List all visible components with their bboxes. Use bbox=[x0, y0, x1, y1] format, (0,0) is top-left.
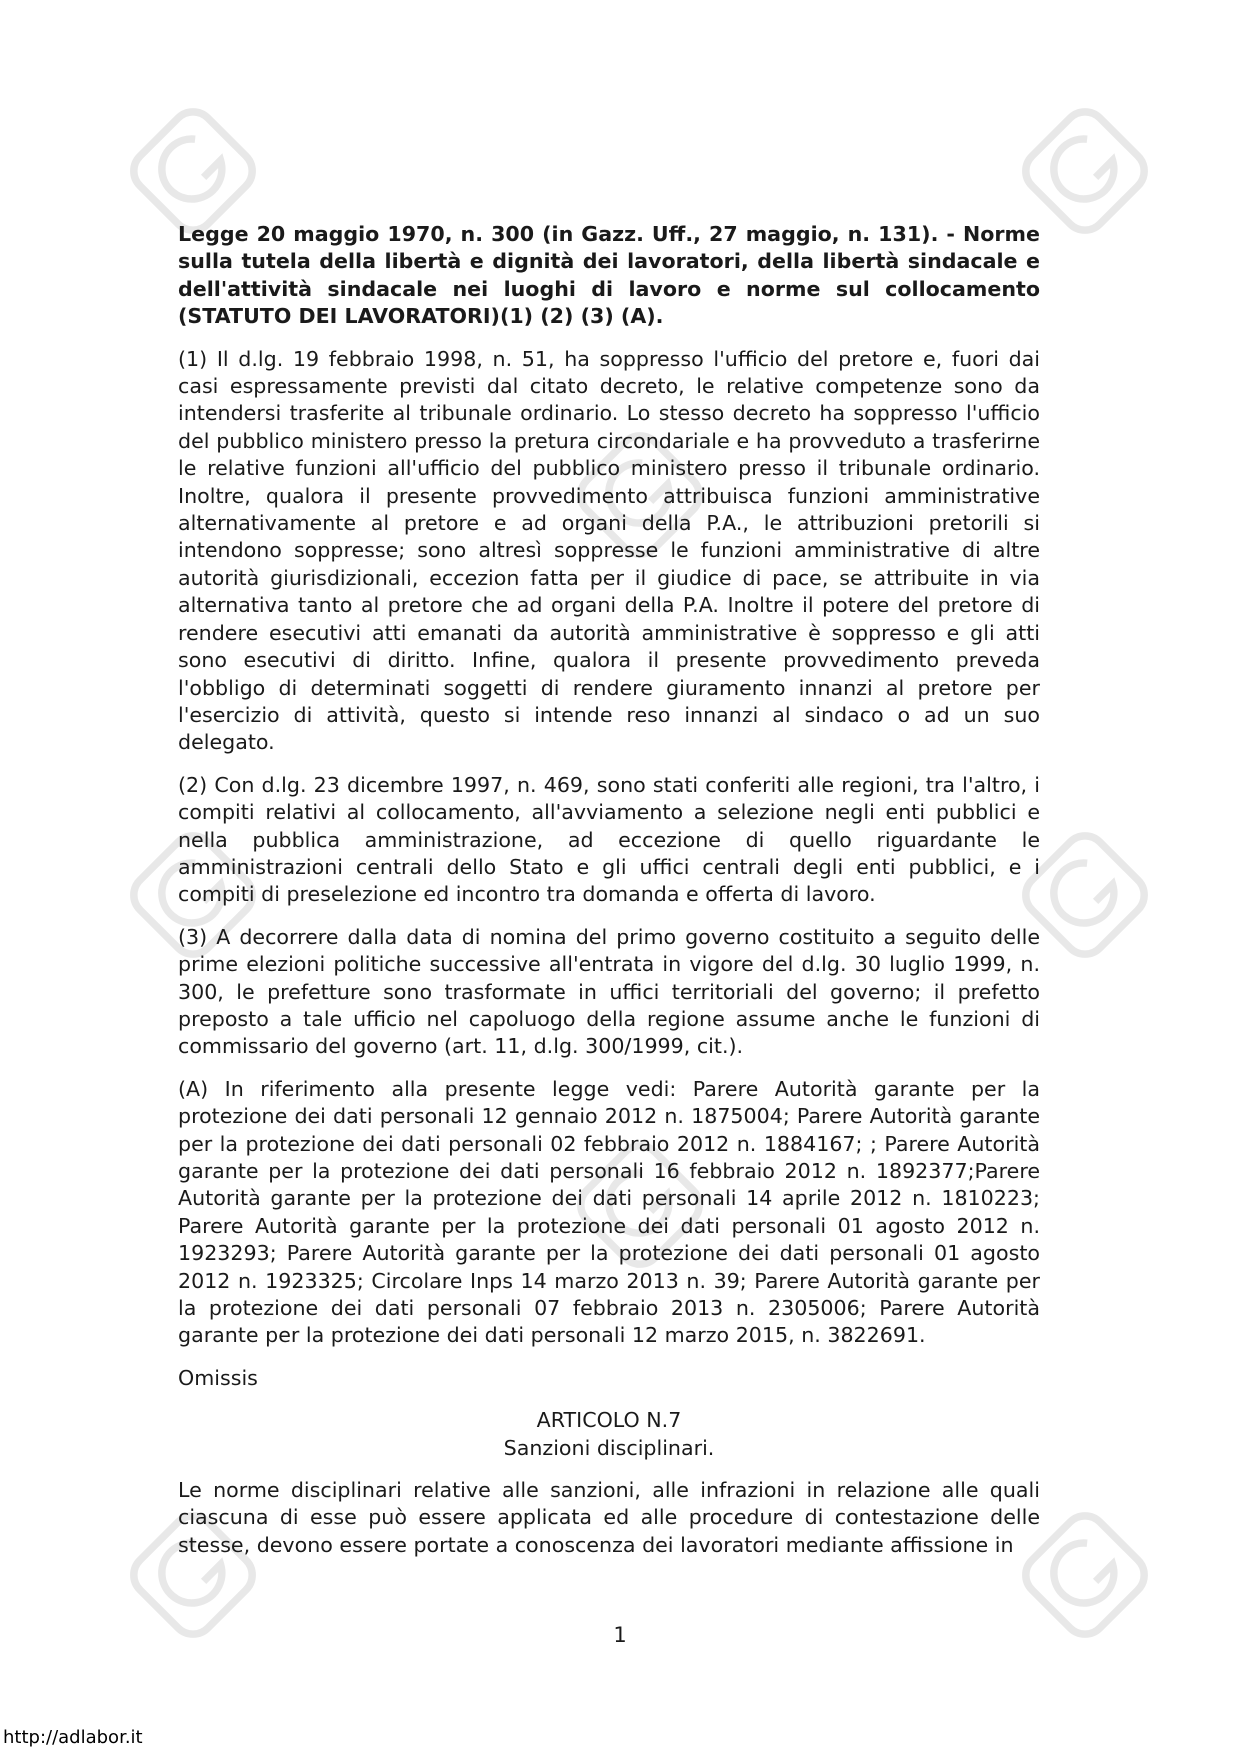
article-heading bbox=[178, 1407, 1040, 1462]
omissis-text: Omissis bbox=[178, 1365, 258, 1390]
page-number: 1 bbox=[613, 1623, 627, 1647]
note-2: (2) Con d.lg. 23 dicembre 1997, n. 469, sono stati conferiti alle regioni, tra l'altro, i compiti relativi al collocamento, all'avviamento a selezione negli enti pubblici e nella pubblica amministrazione, ad eccezione di quello riguardante le amministrazioni centrali dello Stato e gli uffici centrali degli enti pubblici, e i compiti di preselezione ed incontro tra domanda e offerta di lavoro. bbox=[178, 772, 1040, 907]
article-number: ARTICOLO N.7 bbox=[536, 1408, 682, 1433]
footer-url[interactable]: http://adlabor.it bbox=[3, 1727, 143, 1748]
note-a: (A) In riferimento alla presente legge vedi: Parere Autorità garante per la protezione dei dati personali 12 gennaio 2012 n. 1875004; Parere Autorità garante per la protezione dei dati personali 02 febbraio 2012 n. 1884167; ; Parere Autorità garante per la protezione dei dati personali 16 febbraio 2012 n. 1892377;Parere Autorità garante per la protezione dei dati personali 14 aprile 2012 n. 1810223; Parere Autorità garante per la protezione dei dati personali 01 agosto 2012 n. 1923293; Parere Autorità garante per la protezione dei dati personali 01 agosto 2012 n. 1923325; Circolare Inps 14 marzo 2013 n. 39; Parere Autorità garante per la protezione dei dati personali 07 febbraio 2013 n. 2305006; Parere Autorità garante per la protezione dei dati personali 12 marzo 2015, n. 3822691. bbox=[178, 1076, 1040, 1348]
article-title: Sanzioni disciplinari. bbox=[503, 1435, 715, 1460]
article-body: Le norme disciplinari relative alle sanzioni, alle infrazioni in relazione alle quali ciascuna di esse può essere applicata ed alle procedure di contestazione delle stesse, devono essere portate a conoscenza dei lavoratori mediante affissione in bbox=[178, 1478, 1040, 1557]
note-1: (1) Il d.lg. 19 febbraio 1998, n. 51, ha soppresso l'ufficio del pretore e, fuori dai casi espressamente previsti dal citato decreto, le relative competenze sono da intendersi trasferite al tribunale ordinario. Lo stesso decreto ha soppresso l'ufficio del pubblico ministero presso la pretura circondariale e ha provveduto a trasferirne le relative funzioni all'ufficio del pubblico ministero presso il tribunale ordinario. Inoltre, qualora il presente provvedimento attribuisca funzioni amministrative alternativamente al pretore e ad organi della P.A., le attribuzioni pretorili si intendono soppresse; sono altresì soppresse le funzioni amministrative di altre autorità giurisdizionali, eccezion fatta per il giudice di pace, se attribuite in via alternativa tanto al pretore che ad organi della P.A. Inoltre il potere del pretore di rendere esecutivi atti emanati da autorità amministrative è soppresso e gli atti sono esecutivi di diritto. Infine, qualora il presente provvedimento preveda l'obbligo di determinati soggetti di rendere giuramento innanzi al pretore per l'esercizio di attività, questo si intende reso innanzi al sindaco o ad un suo delegato. bbox=[178, 346, 1040, 755]
document-body bbox=[178, 221, 1040, 1574]
document-title: Legge 20 maggio 1970, n. 300 (in Gazz. Uff., 27 maggio, n. 131). - Norme sulla tutela della libertà e dignità dei lavoratori, della libertà sindacale e dell'attività sindacale nei luoghi di lavoro e norme sul collocamento (STATUTO DEI LAVORATORI)(1) (2) (3) (A). bbox=[178, 222, 1040, 329]
note-3: (3) A decorrere dalla data di nomina del primo governo costituito a seguito delle prime elezioni politiche successive all'entrata in vigore del d.lg. 30 luglio 1999, n. 300, le prefetture sono trasformate in uffici territoriali del governo; il prefetto preposto a tale ufficio nel capoluogo della regione assume anche le funzioni di commissario del governo (art. 11, d.lg. 300/1999, cit.). bbox=[178, 924, 1040, 1059]
